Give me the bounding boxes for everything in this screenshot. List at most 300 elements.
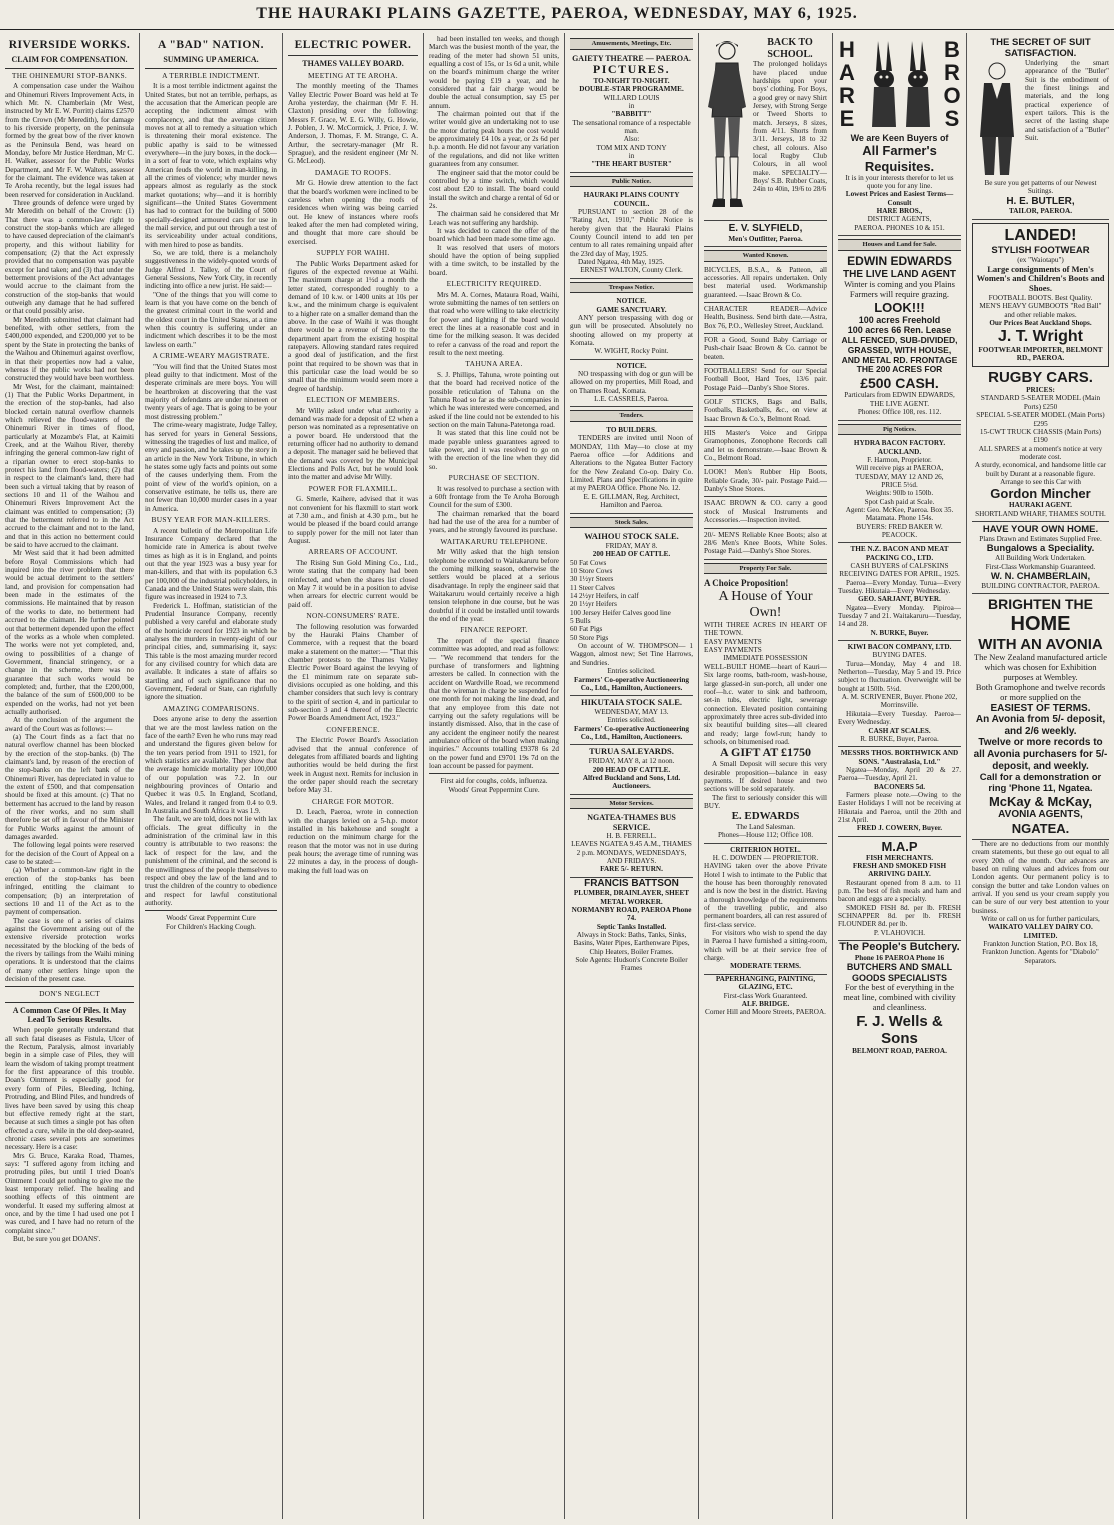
ad-line: Call for a demonstration or ring 'Phone 11, Ngatea.	[979, 772, 1102, 795]
ad-line: Phone 16 PAEROA Phone 16	[854, 953, 945, 962]
ad-title: The People's Butchery.	[839, 941, 960, 954]
stock-sale-ad	[570, 745, 693, 794]
section-caption: THE OHINEMURI STOP-BANKS.	[11, 70, 128, 80]
list-item: LOOK! Men's Rubber Hip Boots, Reliable Grade, 30/- pair. Postage Paid.—Danby's Shoe Stores.	[704, 466, 827, 497]
section-caption: ELECTRICITY REQUIRED.	[446, 278, 542, 288]
ad-line: Phones—House 112; Office 108.	[717, 831, 814, 840]
paragraph: The Electric Power Board's Association advised that the annual conference of delegates from affiliated boards and lighting authorities would be held during the first week in August next. Remits for inclusion in the order paper should reach the secretary before May 31.	[288, 736, 418, 795]
ad-line: 15-CWT TRUCK CHASSIS (Main Ports) £190	[979, 427, 1102, 445]
ad-line: 100 acres Freehold	[858, 314, 941, 325]
ad-line: Lowest Prices and Easiest Terms—Consult	[845, 190, 954, 207]
list-item: 50 Store Pigs	[570, 633, 609, 642]
list-item: GOLF STICKS, Bags and Balls, Footballs, Basketballs, &c., on view at Isaac Brown & Co.'s, Belmont Road.	[704, 396, 827, 427]
footwear-ad	[972, 223, 1109, 367]
article-subhead: A Common Case Of Piles. It May Lead To Serious Results.	[12, 1005, 127, 1025]
article-headline: A "BAD" NATION.	[158, 39, 264, 51]
ad-line: Spot Cash paid at Scale.	[864, 497, 935, 506]
schoolboy-illustration-icon	[704, 37, 750, 217]
paragraph: D. Leach, Paeroa, wrote in connection with the charges levied on a 5-h.p. motor installed in his bakehouse and sought a reduction on the minimum charge for the reason that the motor was not in use during peak hours; the average time of running was 22 minutes a day, in the process of dough-making the full load was on	[288, 808, 418, 875]
paragraph: It was resolved that users of motors should have the option of being supplied with a time switch, to be installed by the board.	[429, 243, 559, 277]
pig-notice	[838, 747, 961, 836]
ad-headline: LANDED!	[1004, 226, 1077, 244]
paragraph: The case is one of a series of claims against the Government arising out of the extensive riverside protection works necessitated by the blocking of the beds of the rivers by tailings from the Waihi mining operations. It is understood that the claims of many other settlers hinge upon the decision of the present case.	[5, 916, 134, 983]
ad-title: Gordon Mincher	[990, 486, 1091, 502]
ad-line: R. BURKE, Buyer, Paeroa.	[860, 734, 939, 743]
gentleman-illustration-icon	[972, 59, 1022, 179]
ad-line: We are Keen Buyers of	[850, 133, 949, 143]
footer-line: Woods' Great Peppermint Cure	[166, 914, 256, 923]
logo-letters-right: BROS	[943, 37, 961, 131]
paragraph: "One of the things that you will come to learn is that you have come on the bench of the greatest criminal court in the world and the oldest court in the United States, at a time when this country is suffering under an indictment which describes it to be the most lawless on earth."	[145, 290, 277, 349]
paragraph: Mr West, for the claimant, maintained: (1) That the Public Works Department, in the erection of the stop-banks, had also blocked certain natural overflow channels which relieved the flood-waters of the Ohinemuri River in times of flood, particularly at Mozambe's Flat, at Kaimiti Creek, and at the Waihou River, thereby infringing the general common-law right of a riparian owner to erect stop-banks to protect his land from flood-waters; (2) that in respect to the claimant's land, there had been such a virtual taking that by reason of sections 10 and 11 of the Waihou and Ohinemuri Rivers Improvement Act the claimant was entitled to compensation; (3) that the betterment referred to in the Act accrued to the claimant and not to the land, and that in this action no betterment could be said to have accrued to the claimant.	[5, 382, 134, 550]
ad-line: THE LIVE LAND AGENT	[843, 268, 956, 280]
ad-title: CRITERION HOTEL.	[730, 845, 801, 854]
paragraph: HAVING taken over the above Private Hotel I wish to intimate to the Public that the house has been thoroughly renovated and is now the best in the district. Having a thorough knowledge of the requirements of the travelling public, and also permanent boarders, all can rest assured of first-class service.	[704, 862, 827, 929]
paragraph: Mrs G. Bruce, Karaka Road, Thames, says: "I suffered agony from itching and protruding piles, but until I tried Doan's Ointment I could get nothing to give me the least temporary relief. The healing and soothing effects of this ointment are wonderful. It eased my suffering almost at once, and by the time I had used one pot I was cured, and I have had no return of the complaint since."	[5, 1151, 134, 1235]
paragraph: The crime-weary magistrate, Judge Talley, has served for years in General Sessions, witnessing the tragedies of lust and malice, of envy and passion, and he takes up the story in an article in the New York Tribune, in which he states some ugly facts and points out some of the causes underlying them. From the point of view of the world's opinion, on a conservative estimate, he tells us, there are not fewer than 10,000 murder cases in a year in America.	[145, 421, 277, 513]
ad-line: Hikutaia—Every Tuesday. Paeroa—Every Wednesday.	[838, 709, 961, 727]
column-advertisements	[699, 33, 833, 1519]
trespass-notice	[570, 295, 693, 359]
ad-line: Entries solicited.	[607, 716, 656, 725]
ad-line: in	[628, 101, 635, 110]
ad-line: H. E. BUTLER,	[1006, 195, 1075, 207]
paragraph: NO trespassing with dog or gun will be allowed on my properties, Mill Road, and on Thames Road, Komata.	[570, 370, 693, 395]
section-caption: A TERRIBLE INDICTMENT.	[162, 70, 260, 80]
ad-title: HIKUTAIA STOCK SALE.	[580, 697, 682, 708]
ad-title: WAIHOU STOCK SALE.	[584, 531, 679, 542]
ad-line: Our Prices Beat Auckland Shops.	[989, 319, 1092, 328]
paragraph: At the conclusion of the argument the award of the Court was as follows:—	[5, 716, 134, 733]
agent-name: E. EDWARDS	[731, 810, 800, 823]
ad-line: WEDNESDAY, MAY 13.	[594, 708, 669, 717]
land-agent-ad	[838, 253, 961, 421]
auctioneer: Farmers' Co-operative Auctioneering Co., Ltd., Hamilton, Auctioneers.	[574, 675, 689, 692]
paragraph: A compensation case under the Waihou and Ohinemuri Rivers Improvement Acts, in which Mr. N. Chamberlain (Mr West, instructed by Mr E. W. Porritt) claims £2570 from the Crown (Mr Meredith), for damage to his riverside property, on the peninsula formed by the great bow of the river known as the Peninsula Bend, was heard on Monday, before Mr Justice Herdman, Mr C. H. Walker, assessor for the Public Works Department, and Mr F. W. Walters, assessor for the claimant. The evidence was taken at Te Aroha recently, but the legal issues had been reserved for consideration in Auckland.	[5, 82, 134, 199]
ad-line: First-Class Workmanship Guaranteed.	[985, 562, 1096, 571]
signature: ERNEST WALTON, County Clerk.	[580, 266, 683, 275]
avonia-ad	[972, 594, 1109, 839]
column-electric-power	[283, 33, 424, 1519]
ad-line: Corner Hill and Moore Streets, PAEROA.	[705, 1008, 826, 1017]
divider	[288, 55, 418, 56]
fish-merchant-ad	[838, 837, 961, 942]
ad-title: EDWIN EDWARDS	[847, 253, 952, 268]
film-title: "BABBITT"	[611, 110, 652, 119]
ad-line: Ngatea—Monday, April 20 & 27. Paeroa—Tuesday, April 21.	[838, 765, 961, 783]
ad-line: FOOTBALL BOOTS. Best Quality.	[988, 294, 1093, 303]
paragraph: The chairman pointed out that if the writer would give an undertaking not to use the motor during peak hours the cost would be approximately £4 10s a year, or 2s 6d per h.p. a month. He did not favour any variation of the regulations, and did not like written guarantees from any consumer.	[429, 110, 559, 169]
butchery-ad	[838, 941, 961, 1056]
ad-line: For the best of everything in the meat line, combined with civility and cleanliness.	[843, 982, 956, 1012]
ad-line: EASIEST OF TERMS.	[990, 702, 1091, 714]
ad-title: E. V. SLYFIELD,	[728, 223, 803, 234]
paragraph: On account of W. THOMPSON— 1 Waggon, almost new; Set Tine Harrows, and Sundries.	[570, 642, 693, 667]
paragraph: had been installed ten weeks, and though March was the busiest month of the year, the reading of the meter had shown 51 units, equalling a cost of 15s, or 1s 6d a unit, while on the board's minimum charge the writer would be paying £19 a year, and he considered that a fair charge would be double the actual consumption, say £5 per annum.	[429, 35, 559, 110]
section-caption: NON-CONSUMERS' RATE.	[306, 610, 400, 620]
paragraph: So, we are told, there is a melancholy suggestiveness in the widely-quoted words of Judge Alfred J. Talley, of the Court of General Sessions, New York City, in recently indicting into office a new jurist. He said:—	[145, 249, 277, 291]
trespass-notice	[570, 360, 693, 408]
ad-title: TO BUILDERS.	[606, 426, 657, 435]
ad-title: NGATEA-THAMES BUS SERVICE.	[587, 813, 676, 832]
signature: E. E. GILLMAN, Reg. Architect, Hamilton and Paeroa.	[583, 492, 680, 510]
ad-line: Sole Agents: Hudson's Concrete Boiler Frames	[575, 955, 688, 973]
list-item: 30 1½yr Steers	[570, 575, 614, 584]
paragraph: PURSUANT to section 28 of the "Rating Act, 1910," Public Notice is hereby given that the Hauraki Plains County Council intend to add ten per centum to all rates remaining unpaid after the 23rd day of May, 1925.	[570, 207, 693, 258]
ad-title: J. T. Wright	[997, 327, 1084, 345]
paragraph: Three grounds of defence were urged by Mr Meredith on behalf of the Crown: (1) That there was a common-law right to construct the stop-banks which are alleged to have caused depreciation of the claimant's property, and this without liability for compensation; (2) that the Act expressly provided that no compensation was payable except for land taken; and (3) that under the betterment provisions of the Act advantages would accrue to the claimant from the construction of the stop-banks that would outweigh any damage that he had suffered or that could possibly arise.	[5, 198, 134, 316]
ad-title: PAPERHANGING, PAINTING, GLAZING, ETC.	[715, 974, 816, 992]
list-item: 14 2½yr Heifers, in calf	[570, 592, 639, 601]
ad-headline: PICTURES.	[592, 61, 671, 76]
paragraph: (a) The Court finds as a fact that no natural overflow channel has been blocked by the erection of the stop-banks. (b) The claimant's land, by reason of the erection of the stop-banks on the left bank of the Ohinemuri River, has depreciated in value to the extent of £500, and that compensation should be fixed at this amount. (c) That no betterment has accrued to the land by reason of the river works, and no sum shall therefore be set off in favour of the Minister for Public Works against the amount of damages awarded.	[5, 732, 134, 842]
tailor-body	[972, 59, 1109, 179]
paragraph: The engineer said that the motor could be controlled by a time switch, which would cost about £20 to install. The board could install the switch and charge a rental of 6d or 2s.	[429, 168, 559, 210]
ad-line: Plans Drawn and Estimates Supplied Free.	[979, 535, 1102, 544]
ad-line: PLUMBER, DRAINLAYER, SHEET METAL WORKER.	[573, 889, 690, 906]
section-caption: SUPPLY FOR WAIHI.	[316, 247, 390, 257]
film-title: "THE HEART BUSTER"	[591, 160, 672, 169]
ad-line: Twelve or more records to all Avonia purchasers for 5/- deposit, and weekly.	[973, 737, 1108, 772]
paragraph: Does anyone arise to deny the assertion that we are the most lawless nation on the face of the earth? Even he who runs may read and understand the figures given below for the ten years period from 1911 to 1921, for which statistics are available. They show that the average homicide mortality per 100,000 of our population was 7.2. In our neighbouring provinces of Ontario and Quebec it was 0.5. In England, Scotland, Wales, and Ireland it ranged from 0.4 to 0.9. In Australia and South Africa it was 1.9.	[145, 715, 277, 816]
section-caption: DAMAGE TO ROOFS.	[314, 167, 392, 177]
ad-title: KIWI BACON COMPANY, LTD.	[847, 643, 952, 652]
paragraph: The chairman remarked that the board had had the use of the area for a number of years, and he strongly favoured its purchase.	[429, 509, 559, 535]
ad-line: MODERATE TERMS.	[730, 962, 801, 971]
section-bar: Motor Services.	[570, 798, 693, 810]
ad-line: Write or call on us for further particulars,	[981, 915, 1100, 923]
section-bar: Public Notice.	[570, 176, 693, 188]
ad-line: NORMANBY ROAD, PAEROA Phone 74.	[571, 905, 692, 923]
auctioneer: Alfred Buckland and Sons, Ltd. Auctioneers.	[582, 773, 681, 791]
ad-line: P. VLAHOVICH.	[873, 928, 926, 937]
divider	[5, 1002, 134, 1003]
ad-line: Phones: Office 108, res. 112.	[857, 408, 942, 417]
column-bad-nation	[140, 33, 283, 1519]
tender-notice	[570, 424, 693, 513]
paragraph: For visitors who wish to spend the day in Paeroa I have furnished a sitting-room, which will be at their service free of charge.	[704, 929, 827, 963]
paragraph: (a) Whether a common-law right in the erection of the stop-banks has been infringed, entitling the claimant to compensation; (b) an interpretation of sections 10 and 11 of the Act as to the payment of compensation.	[5, 866, 134, 917]
ad-line: 200 HEAD OF CATTLE.	[592, 550, 671, 559]
ad-line: FRED J. COWERN, Buyer.	[856, 824, 943, 833]
price-headline: A GIFT AT £1750	[719, 745, 812, 760]
ad-line: FOOTWEAR IMPORTER, BELMONT RD., PAEROA.	[978, 346, 1103, 363]
ad-title: GAIETY THEATRE — PAEROA.	[572, 53, 691, 63]
signature: L.E. CASSRELS, Paeroa.	[594, 395, 669, 404]
section-caption: BUSY YEAR FOR MAN-KILLERS.	[151, 514, 271, 524]
ad-title: HYDRA BACON FACTORY. AUCKLAND.	[853, 439, 946, 456]
paragraph: ANY person trespassing with dog or gun will be prosecuted. Absolutely no shooting allowed on my property at Komata.	[570, 314, 693, 348]
ad-line: FISH MERCHANTS.	[865, 853, 934, 862]
ad-line: (ex "Waiotapu")	[1017, 256, 1064, 265]
section-caption: AMAZING COMPARISONS.	[162, 703, 260, 713]
paragraph: Mr Willy asked that the high tension telephone be extended to Waitakaruru before the coming milking season, otherwise the settlers would be placed at a serious disadvantage. In reply the engineer said that Waitakaruru would certainly receive a high tension telephone in due course, but he was doubtful if it could be installed until towards the end of the year.	[429, 548, 559, 623]
paragraph: WELL-BUILT HOME—heart of Kauri—Six large rooms, bath-room, wash-house, large glassed-in sun-porch, all under one roof—h.c. water to sink and bathroom, set-in tubs, electric light, sewerage connection. Elevated position containing approximately three acres sub-divided into six beautiful building sites—all cleared and ready; large fowl-run; handy to schools, on bitumenised road.	[704, 662, 827, 746]
ad-line: FRIDAY, MAY 8.	[605, 542, 658, 551]
ad-line: Both Gramophone and twelve records or more supplied on the	[975, 681, 1106, 702]
column-advertisements-2	[833, 33, 967, 1519]
list-item: ISAAC BROWN & CO. carry a good stock of Musical Instruments and Accessories.—Inspection invited.	[704, 497, 827, 528]
builder-ad	[972, 522, 1109, 594]
ad-line: BUYING DATES.	[872, 651, 927, 660]
paragraph: Mr Meredith submitted that claimant had benefited, with other settlers, from the £400,000 expended, and £200,000 yet to be spent by the State in protecting the banks of the Waihou and Ohinemuri against overflow, in that their properties now had a value, whereas if the public works had not been constructed they would have been worthless.	[5, 315, 134, 383]
ad-headline: BRIGHTEN THE	[988, 596, 1093, 613]
paragraph: The monthly meeting of the Thames Valley Electric Power Board was held at Te Aroha yesterday, the chairman (Mr F. H. Claxton) presiding over the following: Messrs F. Grace, W. E. G. Willy, G. Howie, J. Poblen, J. W. McCormick, J. Price, J. W. Anderson, J. Thomas, F. M. Strange, C. A. Arthur, the secretary-manager (Mr R. Sprague), and the resident engineer (Mr N. G. McLeod).	[288, 82, 418, 166]
paragraph: The Public Works Department asked for figures of the expected revenue at Waihi. The maximum charge at 1½d a month the letter stated, corresponded roughly to a demand of 10 k.w. or 1400 units at 10s per k.w., and the minimum charge is equivalent to a higher rate on a smaller demand than the above. In the case of Waihi it was thought there would be a revenue of £240 to the department apart from the existing hospital ratepayers. Allowing standard rates required a good deal of justification, and the first point that required to be shown was that in this particular case the load would be so small that the minimum would seem more a degree of hardship.	[288, 259, 418, 393]
hares-illustration-icon	[860, 37, 940, 133]
ad-line: Agent: Geo. McKee, Paeroa. Box 35. Matamata. Phone 154s.	[845, 505, 954, 523]
stock-sale-ad	[570, 530, 693, 696]
article-subhead: SUMMING UP AMERICA.	[163, 55, 259, 65]
ad-line: DOUBLE-STAR PROGRAMME.	[579, 85, 684, 94]
paragraph: Mr Willy asked under what authority a demand was made for a deposit of £2 when a person was nominated as a representative on a power board. He understood that the returning officer had no authority to demand a deposit. The manager said he believed that the demand was covered by the Municipal Elections and Polls Act, but he would look into the matter and advise Mr Willy.	[288, 406, 418, 482]
ad-line: GAME SANCTUARY.	[596, 305, 667, 314]
ad-line: H. B. FERRELL.	[606, 831, 657, 840]
footer-line: Woods' Great Peppermint Cure.	[448, 785, 540, 794]
ad-line: DISTRICT AGENTS,	[867, 215, 932, 224]
ad-line: Weights: 90lb to 150lb.	[865, 489, 934, 498]
paragraph: The first to seriously consider this will BUY.	[704, 793, 827, 810]
ad-line: TOM MIX AND TONY	[596, 143, 667, 152]
section-caption: TAHUNA AREA.	[465, 359, 523, 369]
ad-line: A sturdy, economical, and handsome little car built by Durant at a reasonable figure.	[974, 461, 1107, 478]
paragraph: Farmers please note.—Owing to the Easter Holidays I will not be receiving at Hikutaia and Paeroa, until the 20th and 21st April.	[838, 790, 961, 824]
ad-headline: F. J. Wells & Sons	[856, 1012, 943, 1048]
ad-line: An Avonia from 5/- deposit, and 2/6 weekly.	[975, 714, 1106, 737]
paragraph: G. Smerle, Kaihere, advised that it was not convenient for his flaxmill to start work at 7.30 a.m., and finish at 4.30 p.m., but he would be pleased if the board could arrange to supply power for the mill not later than August.	[288, 495, 418, 545]
list-item: 10 Store Cows	[570, 567, 613, 576]
ad-headline: HOME	[1010, 612, 1071, 635]
outfitter-ad	[704, 221, 827, 247]
section-caption: PURCHASE OF SECTION.	[448, 473, 540, 482]
paragraph: Mr West said that it had been admitted before Royal Commissions which had inquired into the river problem that there would be actual detriment to the settlers' land, and provision for compensation had been made in the estimates of the commissions. He maintained that by reason of the works to date, no betterment had accrued to the claimant. He further pointed out that betterment depended upon the effect of the works as a whole when completed. The works were not yet completed, and, owing to possibilities of a change of Government, financial stringency, or a change in the scheme, there was no guarantee that such works would be completed; and, further, that the £200,000, the balance of the sum of £600,000 to be expended on the works, had not yet been actually authorised.	[5, 549, 134, 716]
wanted-known-list	[704, 264, 827, 560]
ad-line: Always in Stock: Baths, Tanks, Sinks, Basins, Water Pipes, Earthenware Pipes, Chip Heaters, Boiler Frames.	[573, 930, 690, 956]
ad-title: NOTICE.	[616, 361, 647, 370]
ad-headline: WITH AN AVONIA	[978, 635, 1103, 653]
hare-bros-logo	[838, 37, 961, 133]
ad-title: A Choice Proposition!	[704, 578, 789, 589]
signature: W. WIGHT, Rocky Point.	[594, 347, 669, 356]
ad-line: PRICE 5½d.	[881, 480, 918, 489]
ad-line: WITH THREE ACRES IN HEART OF THE TOWN.	[704, 621, 827, 638]
paragraph: Restaurant opened from 8 a.m. to 11 p.m. The best of fish meals and ham and bacon and eggs are a specialty.	[838, 878, 961, 904]
bus-service-ad	[570, 811, 693, 877]
section-caption: MEETING AT TE AROHA.	[308, 70, 398, 80]
list-item: CHARACTER READER—Advice Health, Business. Send birth date.—Astra, Box 76, P.O., Wellesley Street, Auckland.	[704, 303, 827, 334]
ad-line: It is in your interests therefor to let us quote you for any line.	[845, 173, 954, 190]
ad-line: ALL FENCED, SUB-DIVIDED, GRASSED, WITH HOUSE, AND METAL RD. FRONTAGE	[841, 334, 958, 365]
rugby-cars-ad	[972, 367, 1109, 522]
column-advertisements-3	[967, 33, 1114, 1519]
ad-line: Bungalows a Speciality.	[986, 543, 1095, 555]
paragraph: It was decided to cancel the offer of the board which had been made some time ago.	[429, 226, 559, 244]
ad-line: A. M. SCRIVENER, Buyer. Phone 202, Morrinsville.	[841, 693, 958, 710]
ad-title: MESSRS THOS. BORTHWICK AND SONS. "Australasia, Ltd."	[840, 749, 959, 766]
paragraph: A Small Deposit will secure this very desirable proposition—balance in easy payments. If desired house and two sections will be sold separately.	[704, 760, 827, 794]
footer-line: For Children's Hacking Cough.	[166, 922, 256, 931]
ad-line: in	[628, 151, 635, 160]
ad-line: WILLARD LOUIS	[603, 93, 660, 102]
section-caption: FINANCE REPORT.	[460, 625, 528, 635]
ad-line: Septic Tanks Installed.	[596, 922, 667, 931]
paragraph: It was stated that this line could not be made payable unless guarantees agreed to take power, and it was resolved to go on with the erection of the line when they did so.	[429, 429, 559, 471]
ad-line: MEN'S HEAVY GUMBOOTS "Red Ball" and other reliable makes.	[979, 302, 1102, 319]
column-riverside-works	[0, 33, 140, 1519]
ad-title: FRANCIS BATTSON	[584, 877, 679, 889]
list-item: 60 Fat Pigs	[570, 625, 603, 634]
ad-title: HAURAKI PLAINS COUNTY COUNCIL.	[583, 191, 680, 208]
ad-line: The New Zealand manufactured article which was chosen for Exhibition purposes at Wembley.	[973, 652, 1108, 682]
ad-line: LEAVES NGATEA 9.45 A.M., THAMES 2 p.m. MONDAYS, WEDNESDAYS, AND FRIDAYS.	[571, 840, 692, 865]
ad-line: TUESDAY, MAY 12 AND 26,	[855, 472, 944, 481]
paragraph: Mr G. Howie drew attention to the fact that the board's workmen were inclined to be careless when opening the roofs of residences when wiring was being carried out. He knew of instances where roofs leaked after the men had completed wiring, and thought that more care should be exercised.	[288, 179, 418, 246]
divider	[145, 910, 277, 911]
paragraph: When people generally understand that all such fatal diseases as Fistula, Ulcer of the Rectum, Paralysis, almost invariably begin in a simple case of Piles, they will learn the wisdom of taking prompt treatment for the first appearance of this trouble. Doan's Ointment is especially good for every form of Piles, Bleeding, Itching, Protruding, and Blind Piles, and hundreds of lives have been saved by using this cheap but effective remedy right at the start, because at such times a single pot has often effected a cure, while in the old deep-seated, chronic cases several pots are sometimes necessary. Here is a case:	[5, 1026, 134, 1152]
section-bar: Amusements, Meetings, Etc.	[570, 38, 693, 50]
ad-line: ALF. BRIDGE.	[741, 999, 790, 1008]
section-caption: ARREARS OF ACCOUNT.	[308, 547, 398, 557]
section-bar: Wanted Known.	[704, 250, 827, 262]
ad-title: TURUA SALEYARDS.	[589, 746, 674, 757]
column-electric-power-continued	[424, 33, 565, 1519]
ad-line: 200 HEAD OF CATTLE.	[592, 765, 671, 774]
ad-title: McKay & McKay,	[988, 794, 1093, 810]
ad-title: HAVE YOUR OWN HOME.	[982, 524, 1099, 536]
paragraph: The prolonged holidays have placed undue hardships upon your boys' clothing. For Boys, a good grey or navy Shirt Jersey, with Strong Serge or Tweed Shorts to match. Jerseys, 8 sizes, from 4/11. Shorts from 3/11. Jerseys, 18 to 32 chest, all colours. Also local Rugby Club Colours, in all wool make. SPECIALTY—Boys' S.B. Rubber Coats, 24in to 40in, 19/6 to 28/6	[753, 60, 827, 194]
plumber-ad	[570, 878, 693, 973]
ad-line: Also:	[623, 135, 640, 144]
ad-line: BELMONT ROAD, PAEROA.	[852, 1047, 947, 1056]
section-caption: DON'S NEGLECT	[39, 989, 100, 999]
stock-sale-ad	[570, 696, 693, 745]
paragraph: There are no deductions from our monthly cream statements, but these go out equal to all every 20th of the month. Our advances are based on ruling values and advices from our London agents. Our permanent policy is to consign the butter and take London values on arrival. If you send us your cream supply you can be sure of our very best attention to your business.	[972, 839, 1109, 915]
column-classifieds	[565, 33, 699, 1519]
ad-headline: A House of Your Own!	[718, 588, 813, 620]
ad-line: Paeroa—Every Monday. Turua—Every Tuesday. Hikutaia—Every Wednesday.	[838, 578, 961, 595]
ad-line: TAILOR, PAEROA.	[1008, 207, 1073, 216]
article-subhead: THAMES VALLEY BOARD.	[302, 59, 404, 69]
paragraph: It was resolved to purchase a section with a 60ft frontage from the Te Aroha Borough Council for the sum of £300.	[429, 484, 559, 510]
divider	[145, 68, 277, 69]
article-subhead: CLAIM FOR COMPENSATION.	[11, 55, 128, 65]
paragraph: The following legal points were reserved for the decision of the Court of Appeal on a case to be stated:—	[5, 841, 134, 867]
ad-line: SPECIAL 5-SEATER MODEL (Main Ports) £295	[976, 411, 1105, 428]
ad-title: THE SECRET OF SUIT SATISFACTION.	[990, 37, 1091, 60]
ad-line: FRESH AND SMOKED FISH ARRIVING DAILY.	[852, 862, 947, 879]
ad-line: F. Harmon, Proprietor.	[867, 455, 932, 464]
list-item: 20/- MEN'S Reliable Knee Boots; also at 28/6 Men's Knee Boots, White Soles. Postage Paid.—Danby's Shoe Stores.	[704, 529, 827, 560]
section-bar: Tenders.	[570, 410, 693, 422]
section-caption: A CRIME-WEARY MAGISTRATE.	[152, 351, 270, 361]
ad-line: AVONIA AGENTS,	[998, 809, 1083, 821]
ad-headline: RUGBY CARS.	[988, 368, 1093, 386]
article-headline: ELECTRIC POWER.	[294, 39, 412, 51]
divider	[5, 68, 134, 69]
ad-title: NOTICE.	[616, 297, 647, 306]
pig-notice	[838, 437, 961, 543]
paragraph: It is a most terrible indictment against the United States, but not an terrible, perhaps, as the accusation that the American people are accepting the indictment almost with complacency, and that the average citizen moves not at all to remedy a situation which is threatening their moral existence. The public apathy is said to be witnessed everywhere—in the jury boxes, in the dock—in a sort of fear to vote, which explains why American feuds the world in man-killing, in all the crimes of violence; why murder news appears almost as regularly as the stock market quotations; why—and it is horribly significant—the United States Government has had to contract for the building of 5000 specially-designed armoured cars for use in the mail service, and put out through a test of its serviceability under actual conditions, with men hired to pose as bandits.	[145, 82, 277, 249]
paragraph: TENDERS are invited until Noon of MONDAY, 11th May—to close at my Paeroa office —for Additions and Alterations to the Ngatea Butter Factory for the New Zealand Co-op. Dairy Co. Limited. Plans and Specifications in quire at my PAEROA Office. Phone No. 12.	[570, 434, 693, 493]
paragraph: The Rising Sun Gold Mining Co., Ltd., wrote stating that the company had been reinfected, and when the shares list closed on May 7 it would be in a position to advise when arrears for electric current would be paid off.	[288, 558, 418, 609]
ad-line: N. BURKE, Buyer.	[870, 628, 929, 637]
section-bar: Pig Notices.	[838, 424, 961, 436]
ad-line: PAEROA. PHONES 10 & 151.	[854, 223, 945, 232]
ad-line: Turua—Monday, May 4 and 18. Netherton—Tuesday, May 5 and 19. Price subject to fluctuation. Overweight will be bought at 150lb. 5½d.	[838, 659, 961, 693]
ad-line: The Land Salesman.	[736, 822, 795, 831]
divider	[5, 986, 134, 987]
ad-line: FARE 5/- RETURN.	[600, 865, 663, 874]
divider	[429, 773, 559, 774]
section-caption: CONFERENCE.	[326, 724, 380, 734]
pig-notice	[838, 641, 961, 747]
price-headline: £500 CASH.	[860, 375, 939, 392]
section-bar: Houses and Land for Sale.	[838, 239, 961, 251]
list-item: BICYCLES, B.S.A., & Patteon, all accessories. All repairs undertaken. Only best material used. Workmanship guaranteed. —Isaac Brown & Co.	[704, 264, 827, 303]
article-headline: RIVERSIDE WORKS.	[8, 39, 131, 51]
ad-line: Will receive pigs at PAEROA,	[855, 464, 944, 473]
ad-line: 100 acres 66 Ren. Lease	[847, 325, 952, 336]
paragraph: Underlying the smart appearance of the "Butler" Suit is the embodiment of the finest linings and materials, and the long practical experience of expert tailors. This is the secret of the lasting shape and satisfaction of a "Butler" Suit.	[1025, 59, 1109, 143]
list-item: HIS Master's Voice and Grippa Gramophones, Zonophone Records call and let us demonstrate.—Isaac Brown & Co., Belmont Road.	[704, 427, 827, 466]
ad-line: EASY PAYMENTS	[704, 637, 762, 646]
cattle-list	[570, 559, 693, 642]
hare-bros-ad	[838, 35, 961, 236]
logo-letters-left: HARE	[839, 37, 855, 131]
ad-line: BACONERS 5d.	[873, 782, 926, 791]
ad-line: SMOKED FISH 8d. per lb. FRESH SCHNAPPER 8d. per lb. FRESH FLOUNDER 8d. per lb.	[838, 903, 961, 929]
hotel-ad	[704, 844, 827, 975]
ad-line: CASH BUYERS of CALFSKINS	[850, 561, 949, 570]
list-item: 20 1½yr Heifers	[570, 600, 617, 609]
paragraph: A recent bulletin of the Metropolitan Life Insurance Company declared that the homicide rate in America is about twelve times as high as it is in England, and points out that the year 1923 was a busy year for man-killers, and that with its population 6.3 per 100,000 of the industrial policyholders, in Canada and the United States were slain, this figure was increased in 1924 to 7.3.	[145, 526, 277, 602]
masthead-title: THE HAURAKI PLAINS GAZETTE, PAEROA, WEDNESDAY, MAY 6, 1925.	[256, 5, 858, 22]
ad-line: HAURAKI AGENT.	[1009, 501, 1072, 510]
ad-line: TO-NIGHT TO-NIGHT.	[593, 76, 670, 85]
section-caption: POWER FOR FLAXMILL.	[308, 483, 398, 493]
section-bar: Stock Sales.	[570, 517, 693, 529]
ad-headline: LOOK!!!	[874, 299, 925, 315]
section-caption: WAITAKARURU TELEPHONE.	[440, 536, 548, 546]
ad-headline: All Farmer's Requisites.	[862, 143, 937, 174]
ad-line: Arrange to see this Car with	[1000, 477, 1081, 486]
ad-title: BACK TO SCHOOL.	[767, 37, 813, 60]
painting-ad	[704, 975, 827, 1017]
paragraph: Frederick L. Hoffman, statistician of the Prudential Insurance Company, recently published a very careful and elaborate study of the homicide record for 1923 in which he analyses the murders in twenty-eight of our principal cities, and, summarising it, says: This table is the most amazing murder record for any civilised country for which data are available. It indicates a state of affairs so startling and of such significance that no Government, Federal or State, can rightfully ignore the situation.	[145, 601, 277, 702]
list-item: 100 Jersey Heifer Calves good line	[570, 608, 671, 617]
ad-title: M.A.P	[881, 838, 918, 854]
ad-line: Ngatea—Every Monday. Pipiroa—Tuesday 7 and 21. Waitakaruru—Tuesday, 14 and 28.	[838, 603, 961, 629]
list-item: FOOTBALLERS! Send for our Special Football Boot, Hard Toes, 13/6 pair. Postage Paid—Danby's Shoe Stores.	[704, 365, 827, 396]
ad-line: ALL SPARES at a moment's notice at very moderate cost.	[978, 444, 1103, 461]
ad-line: All Building Work Undertaken.	[995, 554, 1086, 563]
tailor-ad	[972, 35, 1109, 220]
list-item: FOR a Good, Sound Baby Carriage or Push-chair Isaac Brown & Co. cannot be beaten.	[704, 334, 827, 365]
ad-line: RECEIVING DATES FOR APRIL, 1925.	[839, 570, 960, 579]
ad-line: STYLISH FOOTWEAR	[991, 245, 1090, 257]
gaiety-theatre-ad	[570, 52, 693, 173]
paragraph: Dated Ngatea, 4th May, 1925.	[578, 257, 665, 266]
ad-line: Men's Outfitter, Paeroa.	[728, 234, 803, 243]
ad-line: Large consignments of Men's Women's and Children's Boots and Shoes.	[976, 263, 1105, 294]
pig-notice	[838, 543, 961, 641]
ad-line: PRICES:	[1026, 386, 1055, 395]
ad-line: Winter is coming and you Plains Farmers will require grazing.	[844, 279, 955, 299]
section-bar: Trespass Notice.	[570, 282, 693, 294]
paragraph: The following resolution was forwarded by the Hauraki Plains Chamber of Commerce, with a request that the board make a statement on the matter:— "That this chamber protests to the Thames Valley Electric Power Board against the levying of the £1 minimum rate on separate sub-divisions occupied as one holding, and this chamber considers that such levy is contrary to the spirit of section 4, and in particular to sub-section 3 and 4 thereof of the Electric Power Boards Amendment Act, 1923."	[288, 622, 418, 723]
section-bar: Property For Sale.	[704, 563, 827, 575]
ad-line: BUYERS: FRED BAKER W. PEACOCK.	[856, 522, 943, 539]
